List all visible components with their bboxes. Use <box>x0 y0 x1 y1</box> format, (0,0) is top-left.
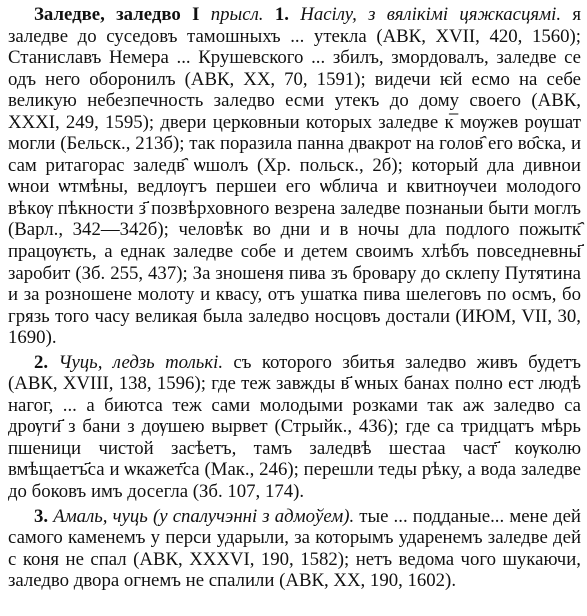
sense-1-paragraph <box>8 4 581 349</box>
sense-number: 3. <box>34 505 49 527</box>
sense-2-paragraph <box>8 352 581 503</box>
sense-number: 2. <box>34 351 49 373</box>
headword: Заледве, заледво I <box>34 4 200 25</box>
sense-definition-note: (у спалучэнні з адмоўем). <box>152 505 355 527</box>
sense-definition: Амаль, чуць <box>53 505 148 527</box>
sense-definition: Чуць, ледзь толькі. <box>58 351 224 373</box>
sense-3-paragraph <box>8 506 581 592</box>
sense-citations: я заледве до суседовъ тамошныхъ ... утекла (АВК, XVII, 420, 1560); Станиславъ Немера ... Крушевского ... збилъ, змордовалъ, заледве се одъ него оборонилъ (АВК, XX, 70, 1591); видечи ѥй есмо на себе великую небезпечность заледво есми утекъ до дому своего (АВК, XXXI, 249, 1595); двери церковныи которых заледве к̅ мѹжев рѹшат могли (Бельск., 213б); так поразила панна двакрот на голов҄ его во҄ска, и сам ритагорас заледв҄ ѡшолъ (Хр. польск., 2б); который дла дивнои ѡнои ѡтмѣны, ведлѹгъ першеи его ѡблича и квитнѹчеи молодого вѣкѹ пѣкности з҃ позвѣрховного везрена заледве познаныи быти моглъ (Варл., 342—342б); человѣк во дни и в ночы дла подлого пожытк҄ працѹѥть, а еднак заледве собе и детем своимъ хлѣбъ повседневны҃ заробит (Зб. 255, 437); За зношеня пива зъ бровару до склепу Путятина и за розношене молоту и квасу, отъ ушатка пива шелеговъ по осмъ, бо грязь того часу великая была заледво носцовъ достали (ИЮМ, VII, 30, 1690). <box>8 4 582 349</box>
sense-number: 1. <box>274 4 289 25</box>
part-of-speech: прысл. <box>210 4 264 25</box>
sense-citations: тые ... подданые... мене дей самого каменемъ у перси ударыли, за которымъ удаpенемъ заледве дей с коня не спал (АВК, XXXVI, 190, 1582); нетъ ведома чого шукаючи, заледво двора огнемъ не спалили (АВК, XX, 190, 1602). <box>8 505 581 592</box>
sense-definition: Насілу, з вялікімі цяжкасцямі. <box>300 4 562 25</box>
sense-citations: съ которого збитья заледво живъ будетъ (АВК, XVIII, 138, 1596); где теж завжды в҃ ѡных банах полно ест людѣ нагог, ... а биютса теж сами молодыми розками так аж заледво са дрѹги҃ з бани з дѹшею вырвет (Стрыйк., 436); где са тридцатъ мѣрь пшеници чистой засѣетъ, тамъ заледвѣ шестаа част҃ кѹколю вмѣщаетъ҃са и ѡкажет҃са (Мак., 246); перешли теды рѣку, а вода заледве до боковъ имъ досегла (Зб. 107, 174). <box>8 351 581 503</box>
